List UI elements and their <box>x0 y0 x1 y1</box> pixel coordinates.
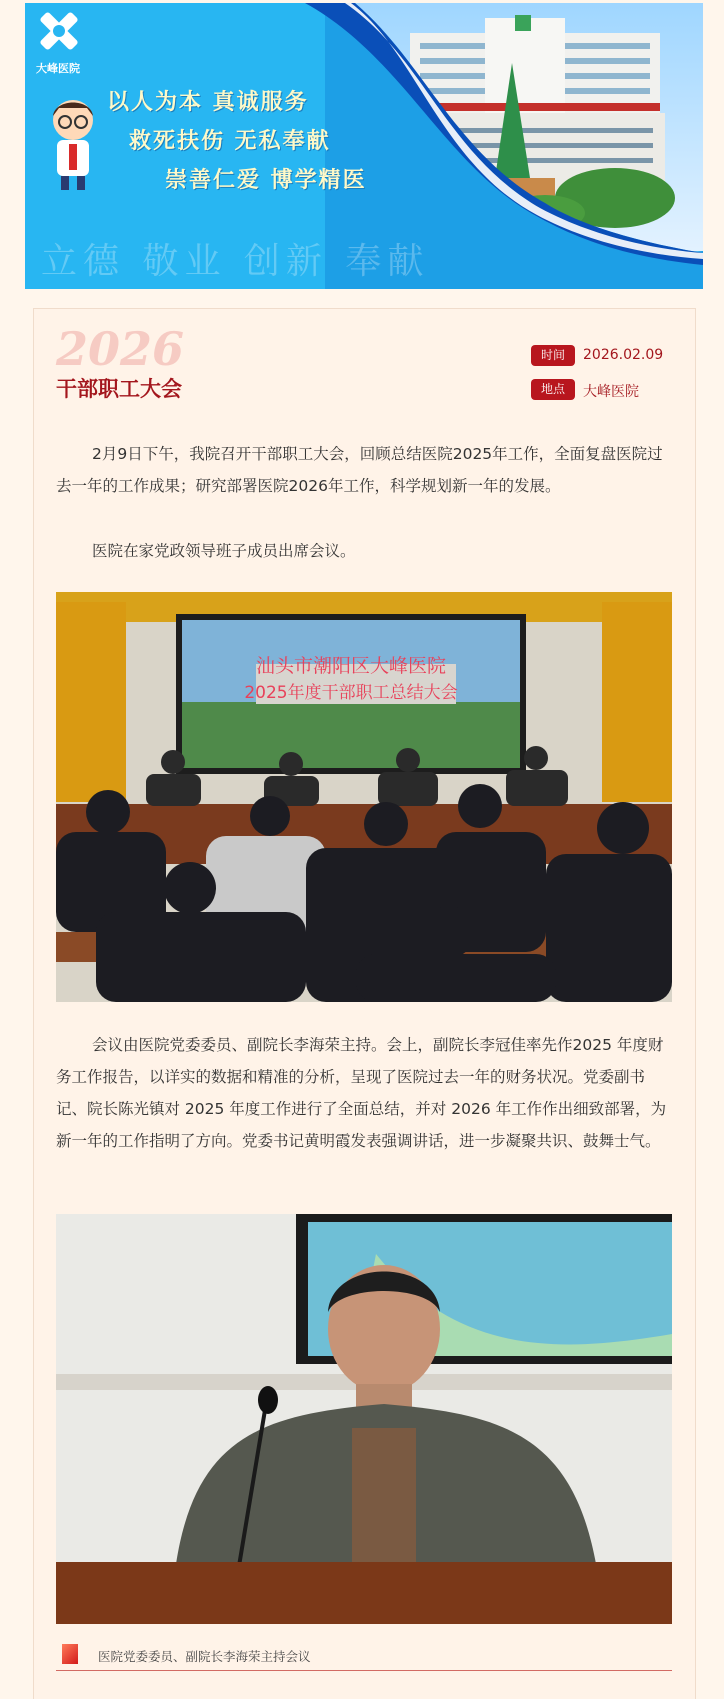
banner-watermark: 立德 敬业 创新 奉献 <box>41 241 430 282</box>
place-tag: 地点 <box>531 379 575 400</box>
paragraph-3: 会议由医院党委委员、副院长李海荣主持。会上，副院长李冠佳率先作2025 年度财务工作报告，以详实的数据和精准的分析，呈现了医院过去一年的财务状况。党委副书记、院长陈光镇对 2025 年度工作进行了全面总结，并对 2026 年工作作出细致部署，为新一年的工作指明了方向。党委书记黄明霞发表强调讲话，进一步凝聚共识、鼓舞士气。 <box>56 1036 667 1150</box>
paragraph-2: 医院在家党政领导班子成员出席会议。 <box>92 542 356 560</box>
caption-marker <box>62 1644 78 1664</box>
meeting-photo <box>56 592 672 1002</box>
screen-title: 汕头市潮阳区大峰医院 <box>255 655 447 677</box>
time-value: 2026.02.09 <box>583 347 664 363</box>
slogan-2: 救死扶伤 无私奉献 <box>129 128 331 154</box>
slogan-3: 崇善仁爱 博学精医 <box>165 167 367 193</box>
caption-text: 医院党委委员、副院长李海荣主持会议 <box>98 1649 311 1664</box>
header-banner <box>25 3 703 289</box>
paragraph-1: 2月9日下午，我院召开干部职工大会，回顾总结医院2025年工作，全面复盘医院过去一年的工作成果；研究部署医院2026年工作，科学规划新一年的发展。 <box>56 445 663 495</box>
article-title: 干部职工大会 <box>56 377 182 401</box>
logo-name: 大峰医院 <box>36 62 80 75</box>
screen-subtitle: 2025年度干部职工总结大会 <box>244 683 458 703</box>
slogan-1: 以人为本 真诚服务 <box>107 89 309 115</box>
year-watermark: 2026 <box>56 322 185 376</box>
photo-caption <box>56 1640 672 1671</box>
host-photo <box>56 1214 672 1624</box>
place-value: 大峰医院 <box>583 384 639 400</box>
time-tag: 时间 <box>531 345 575 366</box>
